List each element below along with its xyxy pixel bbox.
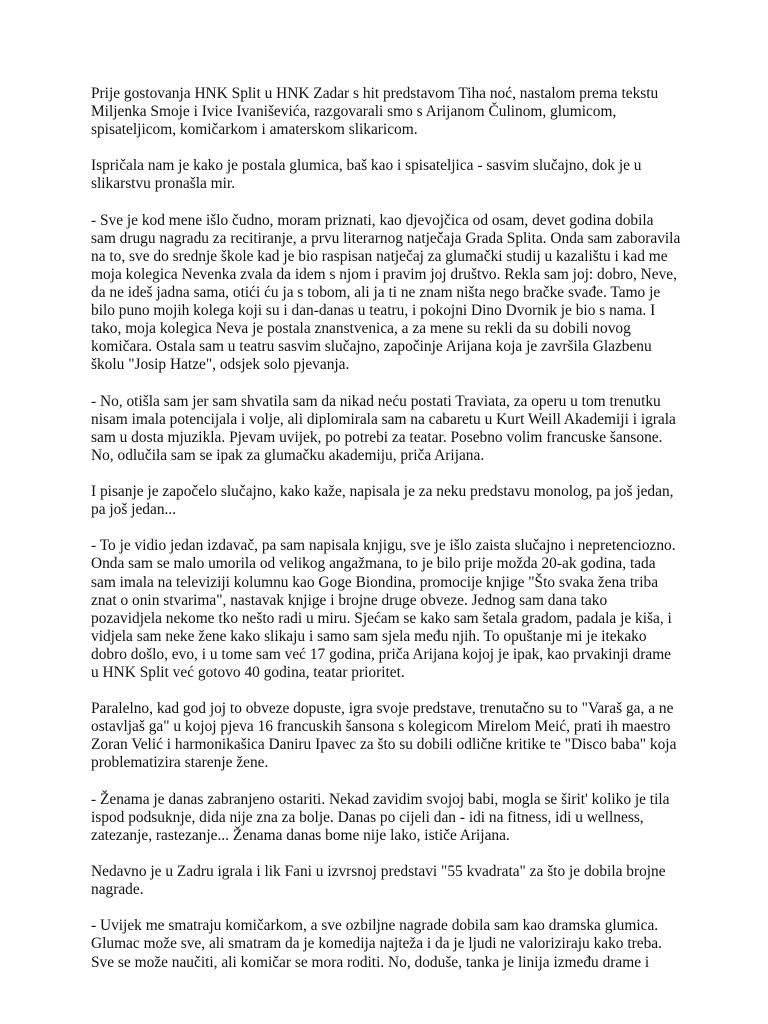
paragraph: Nedavno je u Zadru igrala i lik Fani u izvrsnoj predstavi "55 kvadrata" za što je dobila brojne nagrade. [91, 863, 666, 899]
paragraph: - Ženama je danas zabranjeno ostariti. Nekad zavidim svojoj babi, mogla se širit' koliko je tila ispod podsuknje, dida nije zna za bolje. Danas po cijeli dan - idi na fitness, idi u wellness, zatezanje, rastezanje... Ženama danas bome nije lako, ističe Arijana. [91, 790, 670, 844]
paragraph: - To je vidio jedan izdavač, pa sam napisala knjigu, sve je išlo zaista slučajno i nepretenciozno. Onda sam se malo umorila od velikog angažmana, to je bilo prije možda 20-ak godina, tada sam imala na televiziji kolumnu kao Goge Biondina, promocije knjige "Što svaka žena triba znat o onin stvarima", nastavak knjige i brojne druge obveze. Jednog sam dana tako pozavidjela nekome tko nešto radi u miru. Sjećam se kako sam šetala gradom, padala je kiša, i vidjela sam neke žene kako slikaju i samo sam sjela među njih. To opuštanje mi je itekako dobro došlo, evo, i u tome sam već 17 godina, priča Arijana kojoj je ipak, kao prvakinji drame u HNK Split već gotovo 40 godina, teatar prioritet. [91, 537, 676, 681]
document-page [91, 85, 681, 972]
paragraph-intro: Prije gostovanja HNK Split u HNK Zadar s hit predstavom Tiha noć, nastalom prema tekstu Miljenka Smoje i Ivice Ivaniševića, razgovarali smo s Arijanom Čulinom, glumicom, spisateljicom, komičarkom i amaterskom slikaricom. [91, 85, 659, 139]
paragraph: Paralelno, kad god joj to obveze dopuste, igra svoje predstave, trenutačno su to "Varaš ga, a ne ostavljaš ga" u kojoj pjeva 16 francuskih šansona s kolegicom Mirelom Meić, prati ih maestro Zoran Velić i harmonikašica Daniru Ipavec za što su dobili odlične kritike te "Disco baba" koja problematizira starenje žene. [91, 700, 677, 772]
paragraph: - Uvijek me smatraju komičarkom, a sve ozbiljne nagrade dobila sam kao dramska glumica. Glumac može sve, ali smatram da je komedija najteža i da je ljudi ne valoriziraju kako treba. Sve se može naučiti, ali komičar se mora roditi. No, doduše, tanka je linija između drame i [91, 917, 662, 971]
paragraph: - Sve je kod mene išlo čudno, moram priznati, kao djevojčica od osam, devet godina dobila sam drugu nagradu za recitiranje, a prvu literarnog natječaja Grada Splita. Onda sam zaboravila na to, sve do srednje škole kad je bio raspisan natječaj za glumački studij u kazalištu i kad me moja kolegica Nevenka zvala da idem s njom i pravim joj društvo. Rekla sam joj: dobro, Neve, da ne ideš jadna sama, otići ću ja s tobom, ali ja ti ne znam ništa nego bračke svađe. Tamo je bilo puno mojih kolega koji su i dan-danas u teatru, i pokojni Dino Dvornik je bio s nama. I tako, moja kolegica Neva je postala znanstvenica, a za mene su rekli da su dobili novog komičara. Ostala sam u teatru sasvim slučajno, započinje Arijana koja je završila Glazbenu školu "Josip Hatze", odsjek solo pjevanja. [91, 211, 681, 374]
paragraph: I pisanje je započelo slučajno, kako kaže, napisala je za neku predstavu monolog, pa još jedan, pa još jedan... [91, 483, 674, 519]
paragraph: Ispričala nam je kako je postala glumica, baš kao i spisateljica - sasvim slučajno, dok je u slikarstvu pronašla mir. [91, 157, 642, 193]
paragraph: - No, otišla sam jer sam shvatila sam da nikad neću postati Traviata, za operu u tom trenutku nisam imala potencijala i volje, ali diplomirala sam na cabaretu u Kurt Weill Akademiji i igrala sam u dosta mjuzikla. Pjevam uvijek, po potrebi za teatar. Posebno volim francuske šansone. No, odlučila sam se ipak za glumačku akademiju, priča Arijana. [91, 392, 676, 464]
